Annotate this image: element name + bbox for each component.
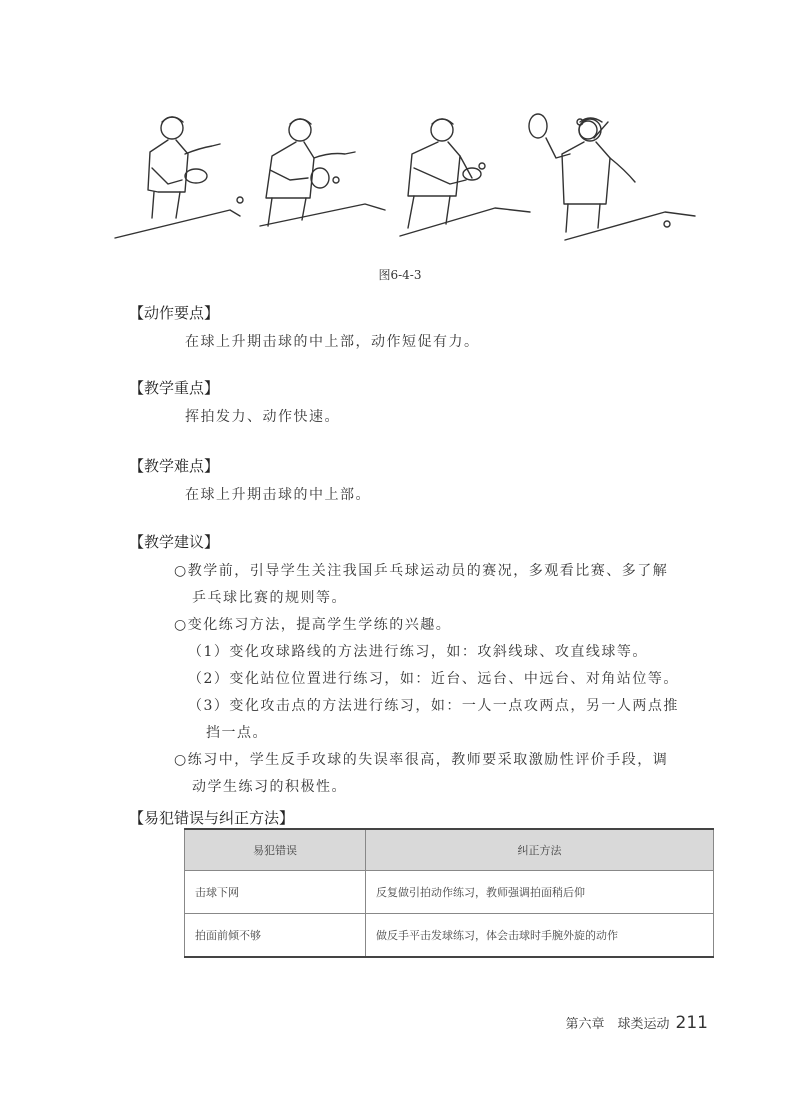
- player-figure-4: [529, 114, 695, 240]
- suggestion-subitem: （1）变化攻球路线的方法进行练习，如：攻斜线球、攻直线球等。: [188, 644, 648, 660]
- suggestion-item-continued: 乒乓球比赛的规则等。: [192, 590, 347, 606]
- section-body: 在球上升期击球的中上部，动作短促有力。: [185, 334, 480, 350]
- table-row: [185, 914, 714, 958]
- suggestion-subitem-continued: 挡一点。: [206, 725, 268, 741]
- errors-table: [184, 828, 714, 958]
- player-figure-3: [400, 119, 530, 236]
- section-body: 挥拍发力、动作快速。: [185, 409, 340, 425]
- suggestion-item: ○教学前，引导学生关注我国乒乓球运动员的赛况，多观看比赛、多了解: [174, 563, 669, 579]
- chapter-label: 第六章 球类运动: [565, 1017, 670, 1032]
- section-teaching-difficulty: [129, 455, 729, 504]
- player-figure-2: [260, 119, 385, 226]
- suggestion-item-continued: 动学生练习的积极性。: [192, 779, 347, 795]
- section-body: 在球上升期击球的中上部。: [185, 487, 371, 503]
- table-cell: 击球下网: [185, 871, 366, 914]
- section-teaching-focus: [129, 377, 729, 426]
- table-row: [185, 871, 714, 914]
- suggestion-subitem: （2）变化站位位置进行练习，如：近台、远台、中远台、对角站位等。: [188, 671, 679, 687]
- section-title: 【教学建议】: [129, 533, 220, 551]
- section-title: 【教学重点】: [129, 379, 220, 397]
- page-number: 211: [675, 1013, 708, 1033]
- suggestion-subitem: （3）变化攻击点的方法进行练习，如：一人一点攻两点，另一人两点推: [188, 698, 679, 714]
- section-action-points: [129, 302, 729, 351]
- table-cell: 拍面前倾不够: [185, 914, 366, 958]
- suggestion-item: ○变化练习方法，提高学生学练的兴趣。: [174, 617, 452, 633]
- column-header: 纠正方法: [366, 829, 714, 871]
- section-title: 【动作要点】: [129, 304, 220, 322]
- column-header: 易犯错误: [185, 829, 366, 871]
- section-title: 【教学难点】: [129, 457, 220, 475]
- page-footer: [566, 1013, 708, 1033]
- table-cell: 反复做引拍动作练习，教师强调拍面稍后仰: [366, 871, 714, 914]
- errors-section-title: 【易犯错误与纠正方法】: [129, 809, 295, 827]
- backhand-sequence-illustration: [110, 108, 710, 258]
- figure-caption: 图6-4-3: [378, 268, 422, 282]
- section-teaching-suggestions: [129, 531, 729, 801]
- player-figure-1: [115, 117, 243, 238]
- suggestion-list: [174, 558, 729, 801]
- suggestion-item: ○练习中，学生反手攻球的失误率很高，教师要采取激励性评价手段，调: [174, 752, 669, 768]
- table-header-row: [185, 829, 714, 871]
- table-cell: 做反手平击发球练习，体会击球时手腕外旋的动作: [366, 914, 714, 958]
